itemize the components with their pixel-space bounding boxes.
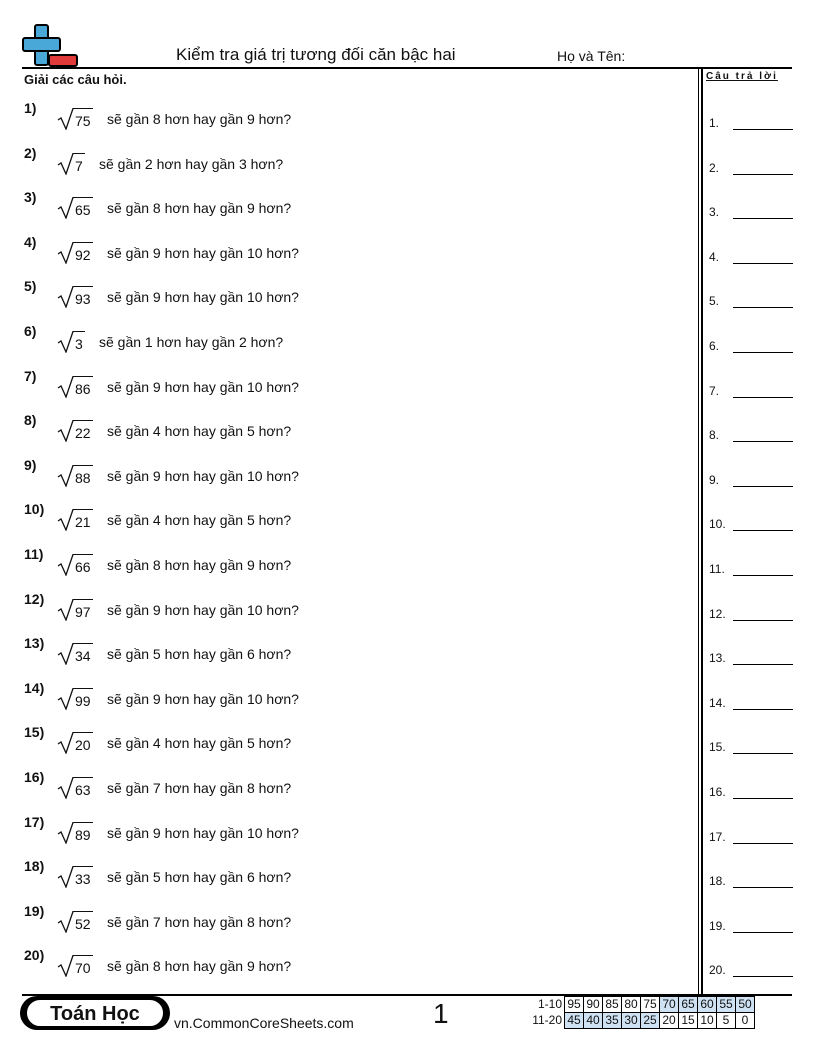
answer-line[interactable] <box>733 397 793 398</box>
radicand: 7 <box>74 153 85 174</box>
radicand: 75 <box>74 108 93 129</box>
radical-sign-icon <box>57 822 74 844</box>
square-root-expression <box>57 866 93 888</box>
question-number: 10) <box>24 501 45 518</box>
radical-sign-icon <box>57 465 74 487</box>
question-text: sẽ gần 9 hơn hay gần 10 hơn? <box>107 378 299 395</box>
radicand: 66 <box>74 554 93 575</box>
answer-blank[interactable] <box>709 426 793 442</box>
header-rule <box>22 67 792 69</box>
plus-minus-logo-icon <box>22 24 80 68</box>
answer-line[interactable] <box>733 843 793 844</box>
radicand: 88 <box>74 465 93 486</box>
answer-label: 4. <box>709 249 720 264</box>
radicand: 93 <box>74 286 93 307</box>
answer-blank[interactable] <box>709 203 793 219</box>
square-root-expression <box>57 420 93 442</box>
answer-column-divider-left <box>698 67 699 994</box>
answer-blank[interactable] <box>709 649 793 665</box>
radicand: 70 <box>74 955 93 976</box>
question-text: sẽ gần 9 hơn hay gần 10 hơn? <box>107 690 299 707</box>
answer-label: 2. <box>709 160 720 175</box>
square-root-expression <box>57 242 93 264</box>
radicand: 86 <box>74 376 93 397</box>
question-number: 2) <box>24 144 37 161</box>
answer-line[interactable] <box>733 575 793 576</box>
question-text: sẽ gần 4 hơn hay gần 5 hơn? <box>107 423 292 440</box>
brand-badge <box>25 998 165 1028</box>
answer-line[interactable] <box>733 753 793 754</box>
answer-label: 7. <box>709 383 720 398</box>
answer-blank[interactable] <box>709 738 793 754</box>
answer-blank[interactable] <box>709 694 793 710</box>
radical-sign-icon <box>57 108 74 130</box>
question-text: sẽ gần 9 hơn hay gần 10 hơn? <box>107 467 299 484</box>
radical-sign-icon <box>57 420 74 442</box>
name-label: Họ và Tên: <box>557 48 626 64</box>
square-root-expression <box>57 465 93 487</box>
square-root-expression <box>57 732 93 754</box>
question-number: 11) <box>24 546 44 562</box>
radical-sign-icon <box>57 955 74 977</box>
question-number: 16) <box>24 769 45 785</box>
radical-sign-icon <box>57 599 74 621</box>
radicand: 22 <box>74 420 93 441</box>
radicand: 33 <box>74 866 93 887</box>
answer-line[interactable] <box>733 218 793 219</box>
radicand: 99 <box>74 688 93 709</box>
square-root-expression <box>57 376 93 398</box>
score-cell: 15 <box>679 1013 698 1029</box>
question-number: 1) <box>24 100 37 116</box>
answer-line[interactable] <box>733 664 793 665</box>
brand-label: Toán Học <box>50 1003 140 1025</box>
answer-label: 6. <box>709 339 720 353</box>
question-number: 8) <box>24 412 37 429</box>
square-root-expression <box>57 955 93 977</box>
answer-blank[interactable] <box>709 159 793 175</box>
answer-line[interactable] <box>733 976 793 977</box>
answer-label: 1. <box>709 116 720 130</box>
answer-label: 10. <box>709 517 726 532</box>
answer-label: 11. <box>709 562 725 576</box>
radical-sign-icon <box>57 911 74 933</box>
question-text: sẽ gần 9 hơn hay gần 10 hơn? <box>107 824 299 841</box>
question-text: sẽ gần 8 hơn hay gần 9 hơn? <box>107 111 292 127</box>
answer-blank[interactable] <box>709 560 793 576</box>
answer-blank[interactable] <box>709 917 793 933</box>
score-cell: 75 <box>641 997 660 1013</box>
radical-sign-icon <box>57 777 74 799</box>
question-number: 9) <box>24 456 37 473</box>
answer-line[interactable] <box>733 441 793 442</box>
answer-header: Câu trả lời <box>706 71 778 82</box>
instructions: Giải các câu hỏi. <box>24 72 127 87</box>
answer-blank[interactable] <box>709 114 793 130</box>
question-number: 6) <box>24 323 37 339</box>
score-row <box>530 1013 755 1029</box>
question-number: 17) <box>24 813 45 830</box>
page-number: 1 <box>433 998 449 1029</box>
answer-column-divider-right <box>701 67 703 994</box>
radicand: 92 <box>74 242 93 263</box>
radical-sign-icon <box>57 688 74 710</box>
answer-blank[interactable] <box>709 961 793 977</box>
answer-line[interactable] <box>733 307 793 308</box>
answer-blank[interactable] <box>709 471 793 487</box>
radicand: 52 <box>74 911 93 932</box>
question-number: 14) <box>24 679 45 696</box>
answer-label: 15. <box>709 740 726 755</box>
answer-line[interactable] <box>733 709 793 710</box>
score-cell: 35 <box>603 1013 622 1029</box>
score-cell: 55 <box>717 997 736 1013</box>
score-cell: 90 <box>584 997 603 1013</box>
answer-line[interactable] <box>733 263 793 264</box>
answer-blank[interactable] <box>709 605 793 621</box>
question-text: sẽ gần 4 hơn hay gần 5 hơn? <box>107 512 292 529</box>
answer-blank[interactable] <box>709 382 793 398</box>
radicand: 65 <box>74 197 93 218</box>
answer-blank[interactable] <box>709 515 793 531</box>
question-text: sẽ gần 5 hơn hay gần 6 hơn? <box>107 646 292 663</box>
square-root-expression <box>57 509 93 531</box>
answer-blank[interactable] <box>709 292 793 308</box>
score-cell: 30 <box>622 1013 641 1029</box>
answer-label: 13. <box>709 651 726 666</box>
radicand: 89 <box>74 822 93 843</box>
question-text: sẽ gần 8 hơn hay gần 9 hơn? <box>107 958 292 975</box>
score-cell: 85 <box>603 997 622 1013</box>
answer-line[interactable] <box>733 530 793 531</box>
question-number: 7) <box>24 367 37 384</box>
square-root-expression <box>57 197 93 219</box>
answer-label: 20. <box>709 963 726 978</box>
square-root-expression <box>57 331 85 353</box>
square-root-expression <box>57 688 93 710</box>
question-text: sẽ gần 4 hơn hay gần 5 hơn? <box>107 735 292 752</box>
answer-line[interactable] <box>733 798 793 799</box>
answer-label: 9. <box>709 472 720 487</box>
square-root-expression <box>57 911 93 933</box>
radicand: 3 <box>74 331 85 352</box>
answer-line[interactable] <box>733 932 793 933</box>
radical-sign-icon <box>57 286 74 308</box>
radicand: 20 <box>74 732 93 753</box>
score-cell: 70 <box>660 997 679 1013</box>
square-root-expression <box>57 108 93 130</box>
answer-line[interactable] <box>733 352 793 353</box>
answer-line[interactable] <box>733 887 793 888</box>
answer-blank[interactable] <box>709 828 793 844</box>
square-root-expression <box>57 554 93 576</box>
radicand: 34 <box>74 643 93 664</box>
question-number: 5) <box>24 278 37 295</box>
question-number: 15) <box>24 724 45 741</box>
question-text: sẽ gần 8 hơn hay gần 9 hơn? <box>107 200 292 217</box>
radical-sign-icon <box>57 732 74 754</box>
square-root-expression <box>57 599 93 621</box>
radical-sign-icon <box>57 331 74 353</box>
answer-label: 19. <box>709 918 726 933</box>
answer-line[interactable] <box>733 620 793 621</box>
score-cell: 20 <box>660 1013 679 1029</box>
square-root-expression <box>57 153 85 175</box>
score-cell: 40 <box>584 1013 603 1029</box>
score-cell: 60 <box>698 997 717 1013</box>
question-number: 4) <box>24 233 37 250</box>
square-root-expression <box>57 822 93 844</box>
answer-line[interactable] <box>733 486 793 487</box>
question-text: sẽ gần 9 hơn hay gần 10 hơn? <box>107 244 299 261</box>
score-cell: 25 <box>641 1013 660 1029</box>
radicand: 63 <box>74 777 93 798</box>
radical-sign-icon <box>57 153 74 175</box>
answer-label: 5. <box>709 294 720 309</box>
score-table <box>530 996 755 1029</box>
question-number: 12) <box>24 590 45 607</box>
answer-label: 18. <box>709 874 726 889</box>
question-text: sẽ gần 1 hơn hay gần 2 hơn? <box>99 334 284 350</box>
worksheet-title: Kiểm tra giá trị tương đối căn bậc hai <box>176 45 456 64</box>
answer-label: 17. <box>709 829 726 844</box>
question-number: 20) <box>24 947 45 964</box>
score-cell: 95 <box>565 997 584 1013</box>
answer-line[interactable] <box>733 174 793 175</box>
score-cell: 45 <box>565 1013 584 1029</box>
answer-label: 12. <box>709 606 726 621</box>
radical-sign-icon <box>57 866 74 888</box>
answer-label: 14. <box>709 695 726 710</box>
answer-blank[interactable] <box>709 872 793 888</box>
question-text: sẽ gần 9 hơn hay gần 10 hơn? <box>107 601 299 618</box>
answer-label: 8. <box>709 428 720 443</box>
site-url: vn.CommonCoreSheets.com <box>174 1015 354 1031</box>
question-text: sẽ gần 5 hơn hay gần 6 hơn? <box>107 869 292 886</box>
question-text: sẽ gần 8 hơn hay gần 9 hơn? <box>107 557 292 573</box>
radical-sign-icon <box>57 376 74 398</box>
score-row-label: 1-10 <box>537 997 562 1011</box>
score-cell: 65 <box>679 997 698 1013</box>
answer-label: 3. <box>709 205 720 220</box>
score-cell: 0 <box>736 1013 755 1029</box>
answer-blank[interactable] <box>709 783 793 799</box>
score-row-label: 11-20 <box>532 1013 562 1027</box>
question-text: sẽ gần 9 hơn hay gần 10 hơn? <box>107 289 299 306</box>
score-cell: 50 <box>736 997 755 1013</box>
square-root-expression <box>57 777 93 799</box>
radical-sign-icon <box>57 554 74 576</box>
answer-label: 16. <box>709 785 726 799</box>
radicand: 21 <box>74 509 93 530</box>
question-number: 18) <box>24 858 45 875</box>
question-number: 3) <box>24 189 37 206</box>
answer-line[interactable] <box>733 129 793 130</box>
square-root-expression <box>57 643 93 665</box>
question-text: sẽ gần 2 hơn hay gần 3 hơn? <box>99 155 284 172</box>
radicand: 97 <box>74 599 93 620</box>
radical-sign-icon <box>57 643 74 665</box>
score-cell: 80 <box>622 997 641 1013</box>
radical-sign-icon <box>57 197 74 219</box>
radical-sign-icon <box>57 509 74 531</box>
radical-sign-icon <box>57 242 74 264</box>
question-number: 19) <box>24 902 45 919</box>
score-row <box>530 997 755 1013</box>
score-cell: 5 <box>717 1013 736 1029</box>
score-cell: 10 <box>698 1013 717 1029</box>
question-text: sẽ gần 7 hơn hay gần 8 hơn? <box>107 913 292 930</box>
answer-blank[interactable] <box>709 337 793 353</box>
answer-blank[interactable] <box>709 248 793 264</box>
square-root-expression <box>57 286 93 308</box>
question-number: 13) <box>24 635 45 652</box>
question-text: sẽ gần 7 hơn hay gần 8 hơn? <box>107 780 292 796</box>
